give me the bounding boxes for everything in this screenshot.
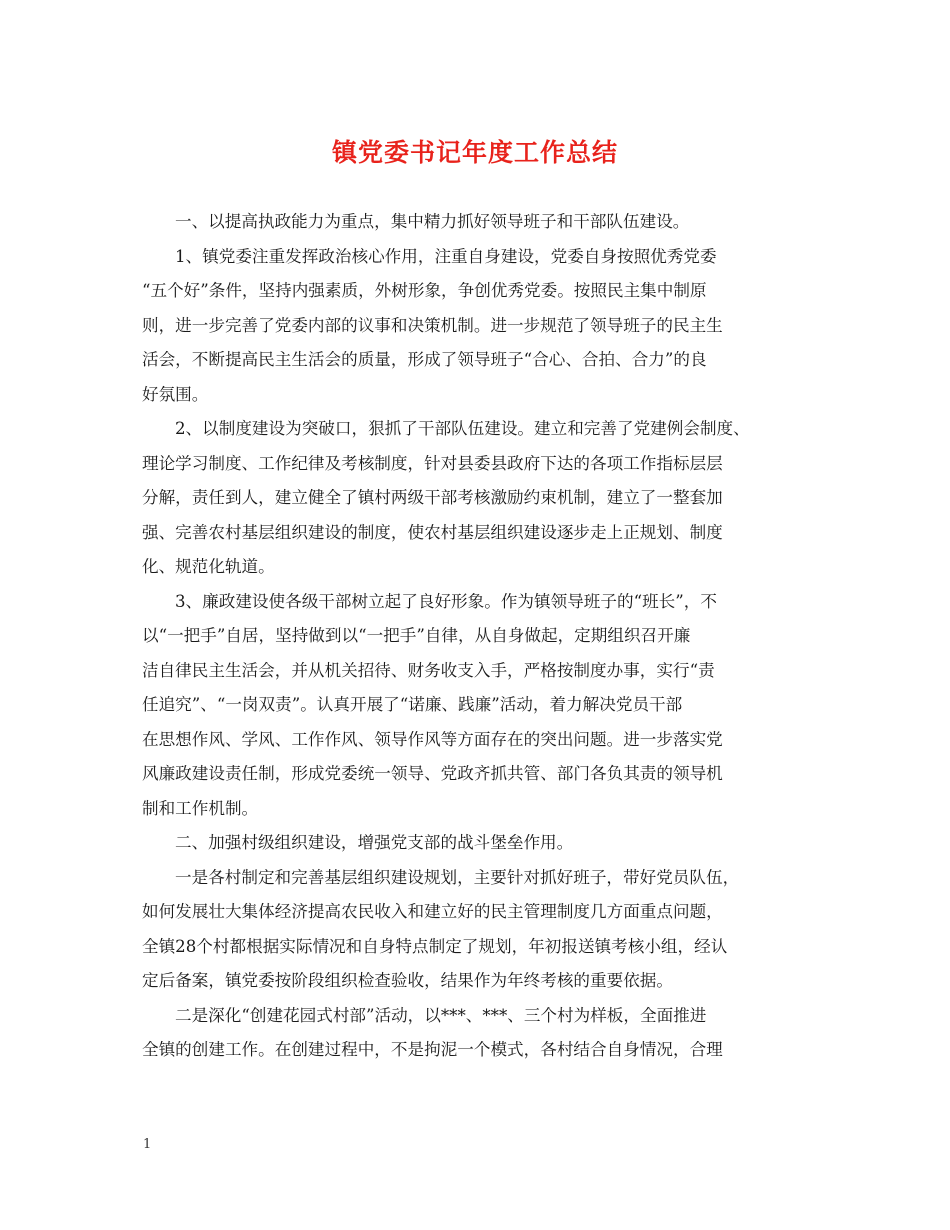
text-line: 定后备案，镇党委按阶段组织检查验收，结果作为年终考核的重要依据。: [142, 971, 673, 990]
text-line: 二是深化“创建花园式村部”活动，以***、***、三个村为样板，全面推进: [175, 1005, 707, 1025]
document-body: [142, 205, 826, 1068]
text-line: 洁自律民主生活会，并从机关招待、财务收支入手，严格按制度办事，实行“责: [142, 660, 715, 680]
text-line: 在思想作风、学风、工作作风、领导作风等方面存在的突出问题。进一步落实党: [142, 729, 723, 749]
text-line: 好氛围。: [142, 384, 209, 404]
text-line: 风廉政建设责任制，形成党委统一领导、党政齐抓共管、部门各负其责的领导机: [142, 764, 723, 783]
text-line: 以“一把手”自居，坚持做到以“一把手”自律，从自身做起，定期组织召开廉: [142, 626, 691, 645]
text-line: 二、加强村级组织建设，增强党支部的战斗堡垒作用。: [175, 833, 574, 852]
text-line: 分解，责任到人，建立健全了镇村两级干部考核激励约束机制，建立了一整套加: [142, 488, 723, 507]
text-line: 任追究”、“一岗双责”。认真开展了“诺廉、践廉”活动，着力解决党员干部: [142, 695, 683, 714]
text-line: 全镇28个村都根据实际情况和自身特点制定了规划，年初报送镇考核小组，经认: [142, 936, 728, 956]
text-line: 2、以制度建设为突破口，狠抓了干部队伍建设。建立和完善了党建例会制度、: [175, 419, 750, 438]
text-line: “五个好”条件，坚持内强素质，外树形象，争创优秀党委。按照民主集中制原: [142, 281, 707, 300]
document-title: 镇党委书记年度工作总结: [331, 138, 618, 167]
text-line: 制和工作机制。: [142, 798, 259, 818]
text-line: 理论学习制度、工作纪律及考核制度，针对县委县政府下达的各项工作指标层层: [142, 453, 723, 473]
text-line: 强、完善农村基层组织建设的制度，使农村基层组织建设逐步走上正规划、制度: [142, 522, 723, 542]
text-line: 全镇的创建工作。在创建过程中，不是拘泥一个模式，各村结合自身情况，合理: [142, 1040, 723, 1059]
text-line: 一、以提高执政能力为重点，集中精力抓好领导班子和干部队伍建设。: [175, 212, 690, 231]
text-line: 如何发展壮大集体经济提高农民收入和建立好的民主管理制度几方面重点问题，: [142, 902, 723, 921]
text-line: 则，进一步完善了党委内部的议事和决策机制。进一步规范了领导班子的民主生: [142, 315, 723, 335]
text-line: 活会，不断提高民主生活会的质量，形成了领导班子“合心、合拍、合力”的良: [142, 350, 707, 369]
page-number: 1: [143, 1137, 152, 1152]
text-line: 一是各村制定和完善基层组织建设规划，主要针对抓好班子，带好党员队伍，: [175, 867, 740, 887]
text-line: 3、廉政建设使各级干部树立起了良好形象。作为镇领导班子的“班长”，不: [175, 591, 717, 611]
text-line: 1、镇党委注重发挥政治核心作用，注重自身建设，党委自身按照优秀党委: [175, 246, 717, 266]
text-line: 化、规范化轨道。: [142, 557, 275, 576]
